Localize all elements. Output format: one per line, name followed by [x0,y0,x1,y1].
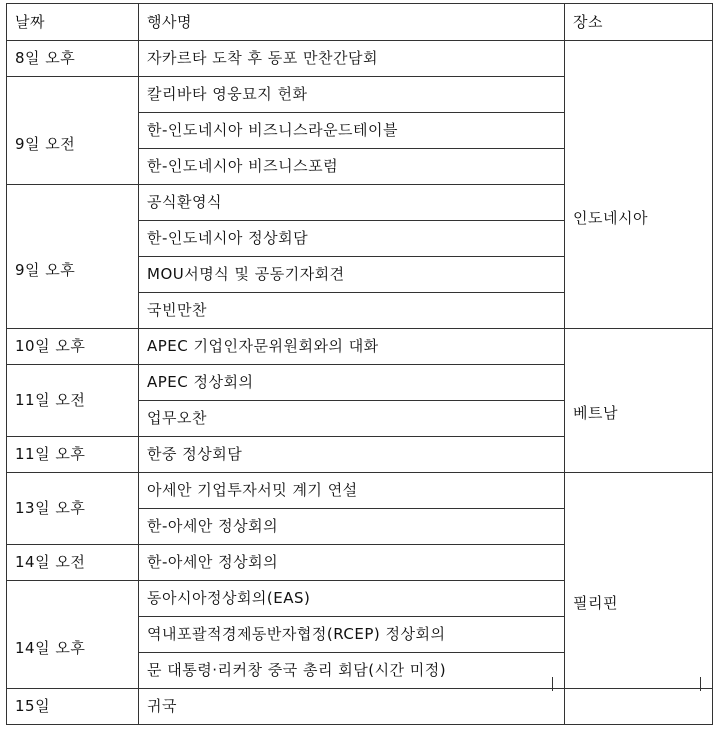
cell-divider-mark [700,677,701,691]
table-row [7,473,713,509]
event-cell: MOU서명식 및 공동기자회견 [139,257,565,293]
event-cell: 자카르타 도착 후 동포 만찬간담회 [139,41,565,77]
event-cell: 아세안 기업투자서밋 계기 연설 [139,473,565,509]
date-cell: 15일 [7,689,139,725]
place-cell [565,689,713,725]
date-cell: 9일 오전 [7,77,139,185]
event-cell: 한-인도네시아 비즈니스포럼 [139,149,565,185]
event-cell: 국빈만찬 [139,293,565,329]
event-cell: 한-인도네시아 비즈니스라운드테이블 [139,113,565,149]
event-cell: 칼리바타 영웅묘지 헌화 [139,77,565,113]
header-event: 행사명 [139,4,565,41]
header-place: 장소 [565,4,713,41]
cell-divider-mark [552,677,553,691]
date-cell: 14일 오전 [7,545,139,581]
header-date: 날짜 [7,4,139,41]
date-cell: 8일 오후 [7,41,139,77]
place-cell: 필리핀 [565,473,713,689]
date-cell: 9일 오후 [7,185,139,329]
table-row [7,329,713,365]
place-cell: 베트남 [565,329,713,473]
event-cell: APEC 기업인자문위원회와의 대화 [139,329,565,365]
event-cell: 한-아세안 정상회의 [139,509,565,545]
table-row [7,41,713,77]
schedule-table [6,3,713,725]
event-cell: 업무오찬 [139,401,565,437]
event-cell: 문 대통령·리커창 중국 총리 회담(시간 미정) [139,653,565,689]
header-row [7,4,713,41]
date-cell: 10일 오후 [7,329,139,365]
event-cell: 역내포괄적경제동반자협정(RCEP) 정상회의 [139,617,565,653]
event-cell: 한중 정상회담 [139,437,565,473]
place-cell: 인도네시아 [565,41,713,329]
date-cell: 14일 오후 [7,581,139,689]
event-cell: 한-인도네시아 정상회담 [139,221,565,257]
event-cell: 한-아세안 정상회의 [139,545,565,581]
date-cell: 11일 오후 [7,437,139,473]
date-cell: 11일 오전 [7,365,139,437]
table-row [7,689,713,725]
date-cell: 13일 오후 [7,473,139,545]
event-cell: APEC 정상회의 [139,365,565,401]
event-cell: 귀국 [139,689,565,725]
event-cell: 공식환영식 [139,185,565,221]
event-cell: 동아시아정상회의(EAS) [139,581,565,617]
